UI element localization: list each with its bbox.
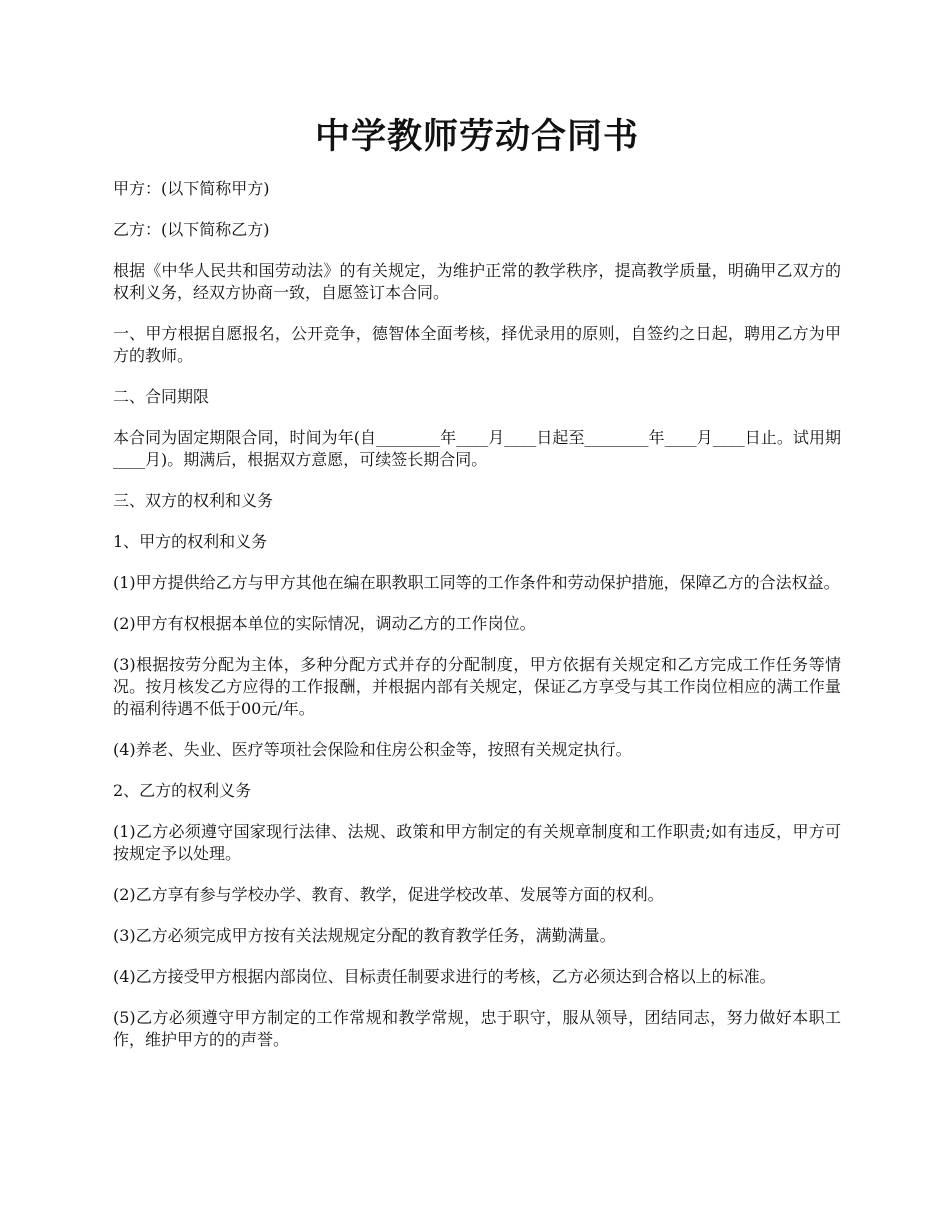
subsection-heading-party-a: 1、甲方的权利和义务 (113, 532, 268, 551)
section-heading-rights: 三、双方的权利和义务 (113, 491, 274, 510)
document-page (113, 112, 841, 1070)
paragraph-b-item-4: (4)乙方接受甲方根据内部岗位、目标责任制要求进行的考核，乙方必须达到合格以上的标准。 (113, 967, 776, 986)
paragraph-b-item-3: (3)乙方必须完成甲方按有关法规规定分配的教育教学任务，满勤满量。 (113, 926, 616, 945)
paragraph-party-a: 甲方：(以下简称甲方) (113, 179, 270, 198)
paragraph-a-item-1: (1)甲方提供给乙方与甲方其他在编在职教职工同等的工作条件和劳动保护措施，保障乙方的合法权益。 (113, 573, 840, 592)
section-heading-term: 二、合同期限 (113, 387, 210, 406)
paragraph-a-item-2: (2)甲方有权根据本单位的实际情况，调动乙方的工作岗位。 (113, 614, 536, 633)
paragraph-term-details: 本合同为固定期限合同，时间为年(自________年____月____日起至________年____月____日止。试用期____月)。期满后，根据双方意愿，可续签长期合同。 (113, 428, 841, 469)
paragraph-b-item-1: (1)乙方必须遵守国家现行法律、法规、政策和甲方制定的有关规章制度和工作职责;如有违反，甲方可按规定予以处理。 (113, 822, 841, 863)
paragraph-party-b: 乙方：(以下简称乙方) (113, 220, 270, 239)
paragraph-b-item-2: (2)乙方享有参与学校办学、教育、教学，促进学校改革、发展等方面的权利。 (113, 885, 664, 904)
paragraph-clause-1: 一、甲方根据自愿报名，公开竞争，德智体全面考核，择优录用的原则，自签约之日起，聘用乙方为甲方的教师。 (113, 324, 841, 365)
document-title: 中学教师劳动合同书 (314, 116, 639, 157)
subsection-heading-party-b: 2、乙方的权利义务 (113, 781, 252, 800)
paragraph-a-item-4: (4)养老、失业、医疗等项社会保险和住房公积金等，按照有关规定执行。 (113, 740, 632, 759)
paragraph-a-item-3: (3)根据按劳分配为主体，多种分配方式并存的分配制度，甲方依据有关规定和乙方完成工作任务等情况。按月核发乙方应得的工作报酬，并根据内部有关规定，保证乙方享受与其工作岗位相应的满工作量的福利待遇不低于00元/年。 (113, 655, 841, 718)
paragraph-preamble: 根据《中华人民共和国劳动法》的有关规定，为维护正常的教学秩序，提高教学质量，明确甲乙双方的权利义务，经双方协商一致，自愿签订本合同。 (113, 261, 841, 302)
paragraph-b-item-5: (5)乙方必须遵守甲方制定的工作常规和教学常规，忠于职守，服从领导，团结同志，努力做好本职工作，维护甲方的的声誉。 (113, 1008, 841, 1049)
